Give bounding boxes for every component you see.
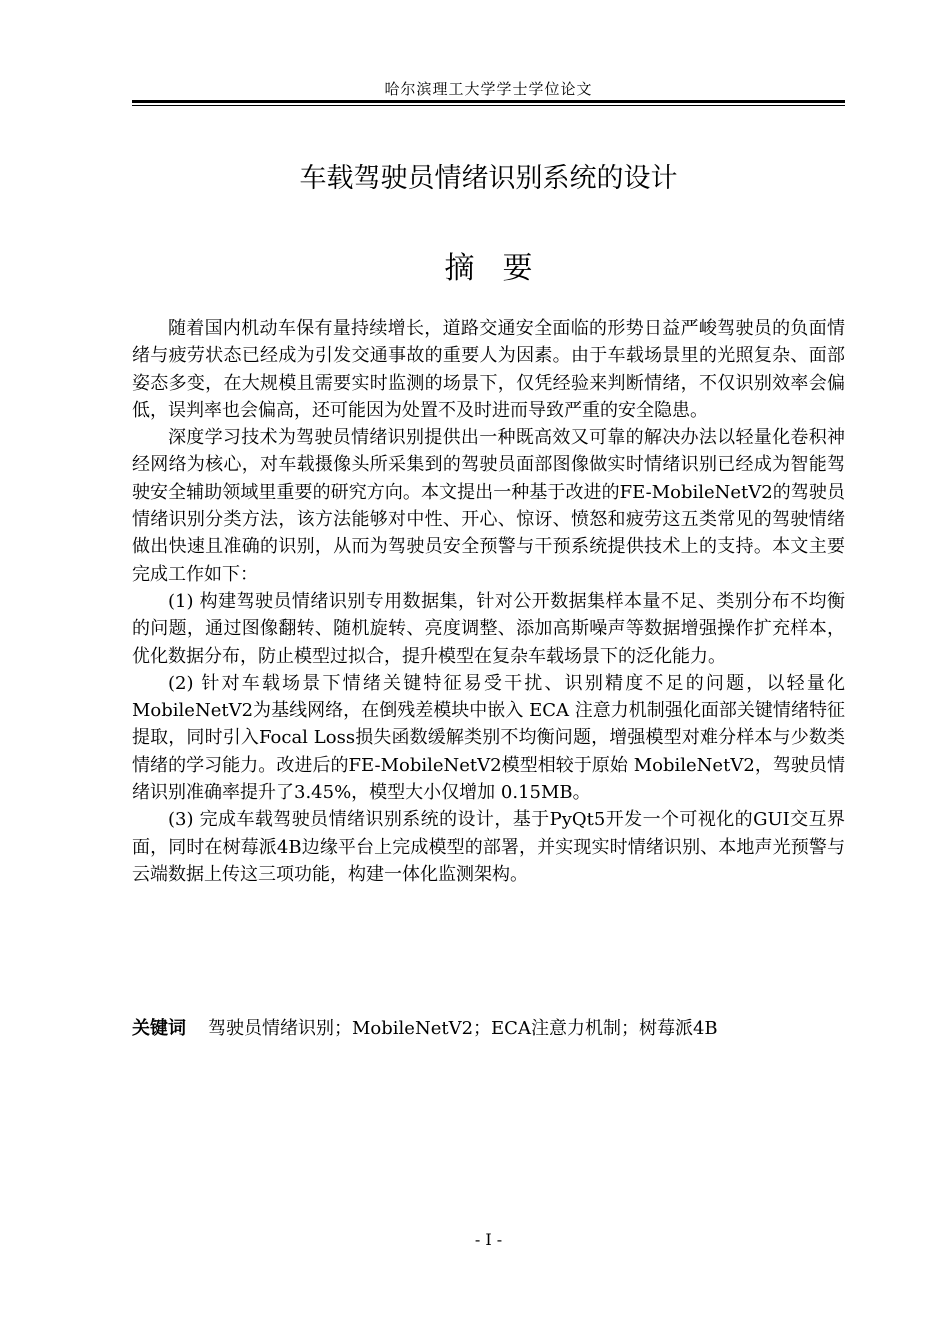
- abstract-paragraph-3: (1) 构建驾驶员情绪识别专用数据集，针对公开数据集样本量不足、类别分布不均衡的问题，通过图像翻转、随机旋转、亮度调整、添加高斯噪声等数据增强操作扩充样本，优化数据分布，防止模型过拟合，提升模型在复杂车载场景下的泛化能力。: [132, 590, 845, 667]
- header-rule-thick: [132, 100, 845, 103]
- running-header: 哈尔滨理工大学学士学位论文: [384, 80, 593, 98]
- abstract-paragraph-5: (3) 完成车载驾驶员情绪识别系统的设计，基于PyQt5开发一个可视化的GUI交互界面，同时在树莓派4B边缘平台上完成模型的部署，并实现实时情绪识别、本地声光预警与云端数据上传这三项功能，构建一体化监测架构。: [132, 809, 845, 885]
- abstract-paragraph-1: 随着国内机动车保有量持续增长，道路交通安全面临的形势日益严峻驾驶员的负面情绪与疲劳状态已经成为引发交通事故的重要人为因素。由于车载场景里的光照复杂、面部姿态多变，在大规模且需要实时监测的场景下，仅凭经验来判断情绪，不仅识别效率会偏低，误判率也会偏高，还可能因为处置不及时进而导致严重的安全隐患。: [132, 318, 845, 421]
- keywords-line: [132, 1015, 845, 1042]
- keywords-text: 驾驶员情绪识别；MobileNetV2；ECA注意力机制；树莓派4B: [208, 1018, 718, 1039]
- abstract-heading: 摘要: [444, 251, 561, 286]
- keywords-label: 关键词: [132, 1018, 186, 1039]
- header-rule-thin: [132, 105, 845, 106]
- page-number: - I -: [474, 1230, 503, 1249]
- abstract-paragraph-4: (2) 针对车载场景下情绪关键特征易受干扰、识别精度不足的问题，以轻量化MobileNetV2为基线网络，在倒残差模块中嵌入 ECA 注意力机制强化面部关键情绪特征提取，同时引入Focal Loss损失函数缓解类别不均衡问题，增强模型对难分样本与少数类情绪的学习能力。改进后的FE-MobileNetV2模型相较于原始 MobileNetV2，驾驶员情绪识别准确率提升了3.45%，模型大小仅增加 0.15MB。: [132, 672, 845, 804]
- abstract-body: [132, 315, 845, 888]
- thesis-title: 车载驾驶员情绪识别系统的设计: [299, 163, 678, 194]
- abstract-paragraph-2: 深度学习技术为驾驶员情绪识别提供出一种既高效又可靠的解决办法以轻量化卷积神经网络为核心，对车载摄像头所采集到的驾驶员面部图像做实时情绪识别已经成为智能驾驶安全辅助领域里重要的研究方向。本文提出一种基于改进的FE-MobileNetV2的驾驶员情绪识别分类方法，该方法能够对中性、开心、惊讶、愤怒和疲劳这五类常见的驾驶情绪做出快速且准确的识别，从而为驾驶员安全预警与干预系统提供技术上的支持。本文主要完成工作如下：: [132, 427, 845, 585]
